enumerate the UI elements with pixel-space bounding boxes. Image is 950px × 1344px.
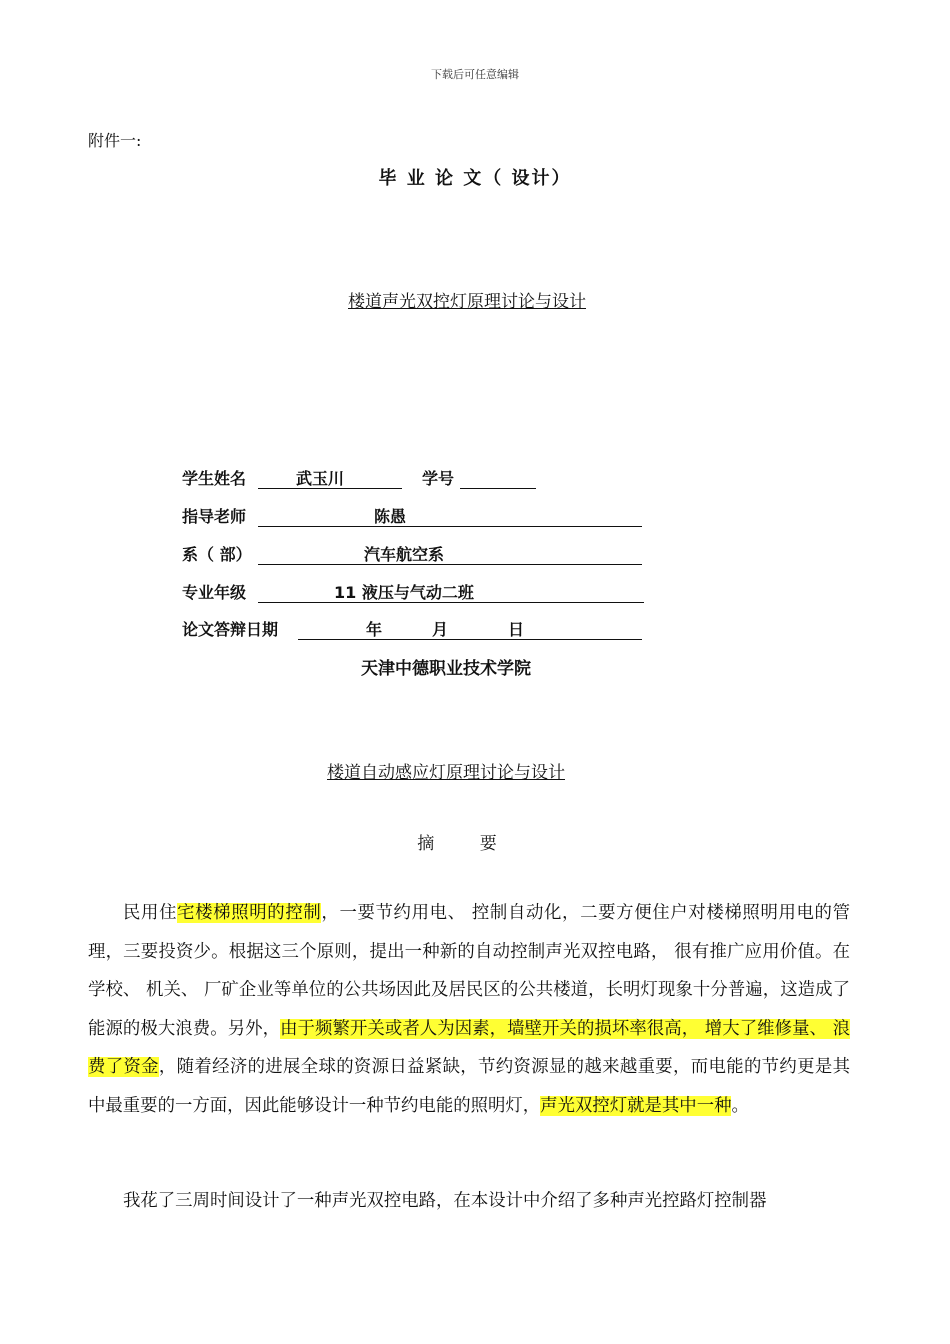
school-name: 天津中德职业技术学院 — [361, 659, 531, 679]
document-type: 毕 业 论 文（ 设计） — [378, 168, 572, 189]
abstract-heading: 摘 要 — [417, 834, 517, 854]
abstract-text: ，随着经济的进展全球的资源日益紧缺，节约资源显的越来越重要，而电能的节约更是其中最重要的一方面，因此能够设计一种节约电能的照明灯， — [88, 1057, 850, 1116]
defense-date-label: 论文答辩日期 — [182, 620, 279, 639]
day-label: 日 — [508, 620, 525, 639]
student-row — [182, 466, 642, 492]
major-value: 11 液压与气动二班 — [334, 583, 474, 602]
defense-date-row — [182, 617, 642, 643]
department-row — [182, 542, 642, 568]
thesis-title: 楼道声光双控灯原理讨论与设计 — [348, 292, 586, 312]
department-underline — [258, 564, 642, 565]
department-label: 系（ 部） — [182, 545, 252, 564]
abstract-highlight: 宅楼梯照明的控制 — [177, 903, 322, 923]
major-row — [182, 580, 644, 606]
abstract-highlight: 由于频繁开关或者人为因素，墙壁开关的损坏率很高， 增大了维修量、 浪费了资金 — [88, 1018, 850, 1078]
abstract-paragraph-2 — [88, 1182, 850, 1221]
major-label: 专业年级 — [182, 583, 247, 602]
header-note: 下载后可任意编辑 — [431, 68, 519, 81]
abstract-text: ，一要节约用电、 控制自动化，二要方便住户对楼梯照明用电的管理，三要投资少。根据这三个原则，提出一种新的自动控制声光双控电路， 很有推广应用价值。在学校、 机关、 厂矿企业等单位的公共场因此及居民区的公共楼道，长明灯现象十分普遍，这造成了能源的极大浪费。另外， — [88, 903, 850, 1039]
advisor-label: 指导老师 — [182, 507, 247, 526]
student-id-underline — [460, 488, 536, 489]
student-id-label: 学号 — [422, 469, 455, 488]
subtitle: 楼道自动感应灯原理讨论与设计 — [327, 763, 565, 783]
advisor-underline — [258, 526, 642, 527]
department-value: 汽车航空系 — [364, 545, 445, 564]
abstract-text: 我花了三周时间设计了一种声光双控电路，在本设计中介绍了多种声光控路灯控制器 — [123, 1191, 767, 1211]
advisor-row — [182, 504, 642, 530]
advisor-value: 陈愚 — [374, 507, 407, 526]
month-label: 月 — [432, 620, 449, 639]
abstract-highlight: 声光双控灯就是其中一种 — [540, 1095, 732, 1116]
abstract-paragraph-1 — [88, 894, 850, 1126]
abstract-text: 。 — [731, 1095, 749, 1116]
student-name-value: 武玉川 — [296, 469, 345, 488]
defense-date-underline — [298, 639, 642, 640]
attachment-label: 附件一: — [88, 131, 142, 150]
student-name-label: 学生姓名 — [182, 469, 247, 488]
abstract-text: 民用住 — [123, 903, 178, 923]
year-label: 年 — [366, 620, 383, 639]
